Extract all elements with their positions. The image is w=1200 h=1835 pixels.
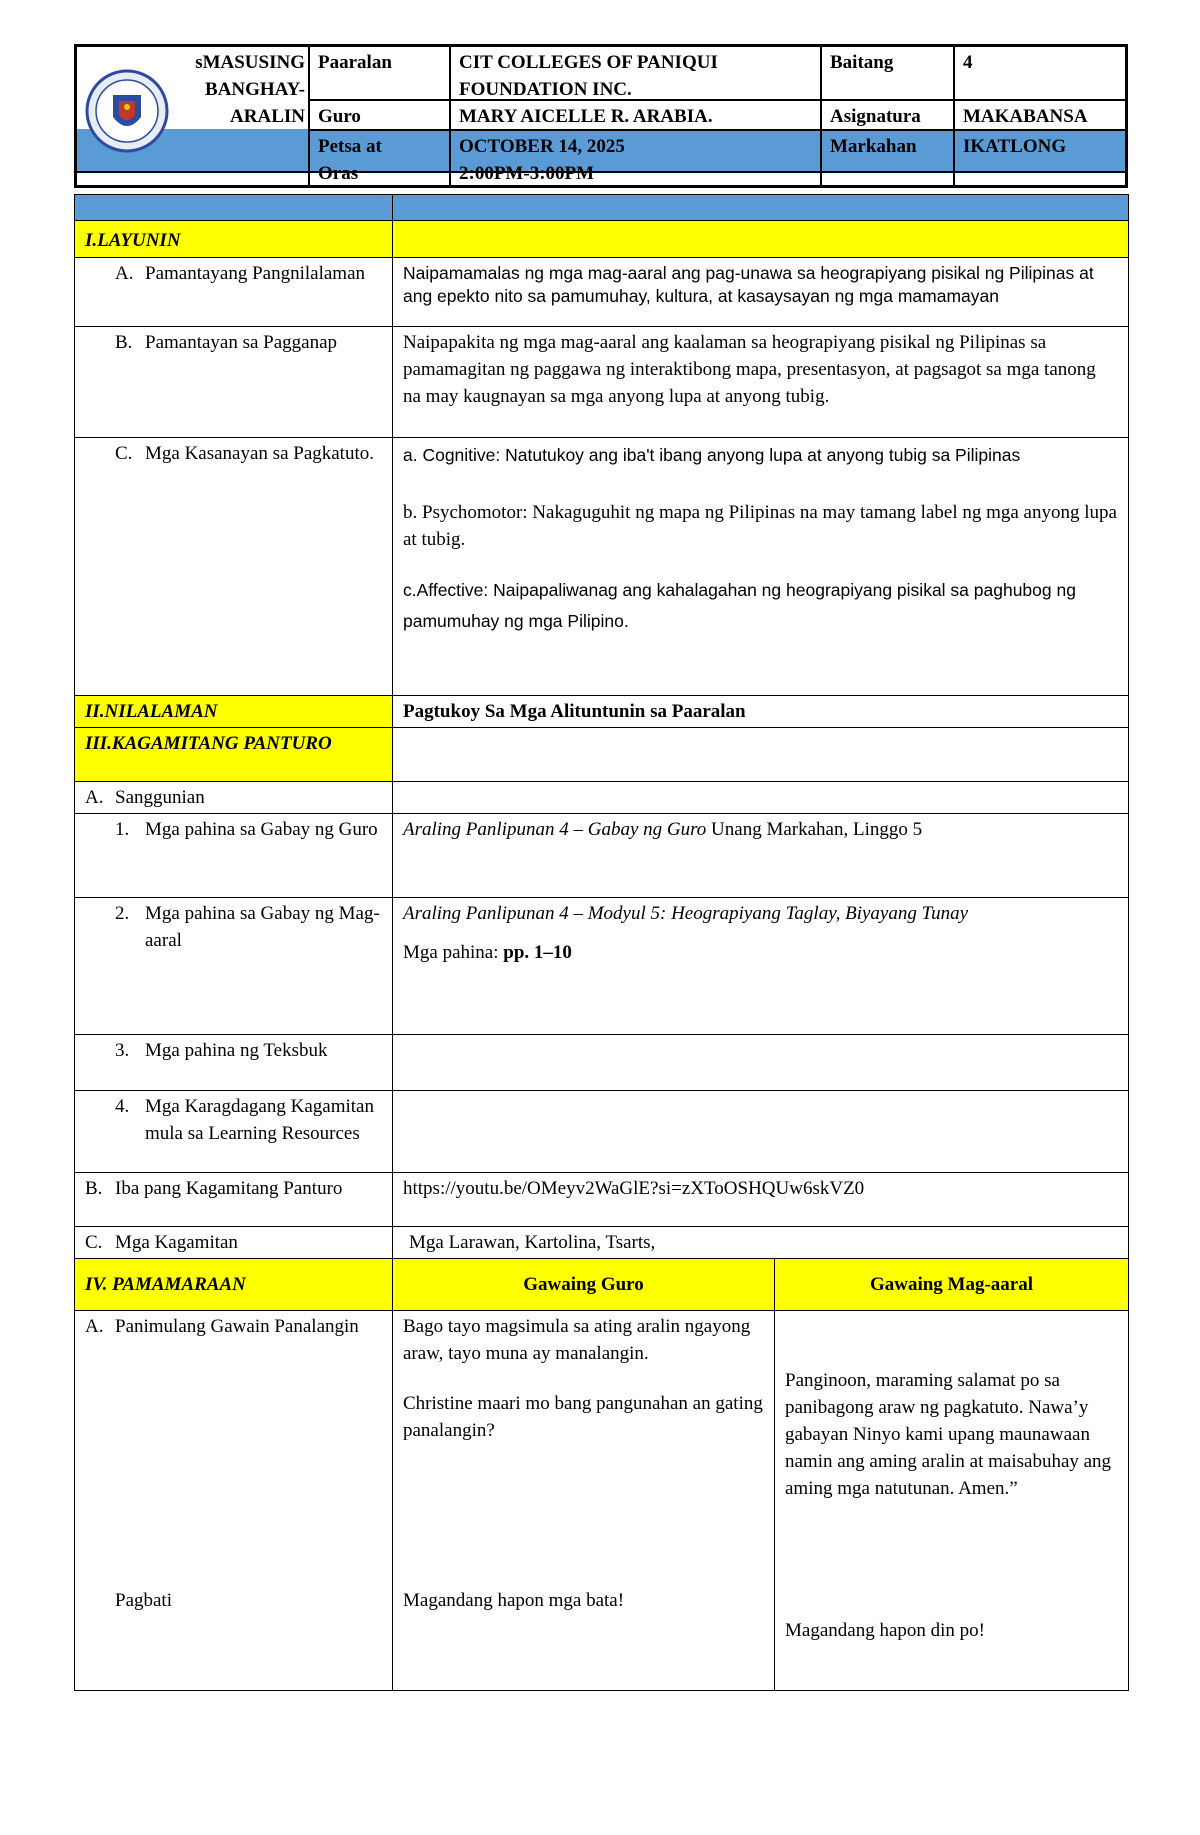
guro-greeting: Magandang hapon mga bata! bbox=[403, 1590, 625, 1611]
layunin-a-row: A. Pamantayang Pangnilalaman Naipamamalas ng mga mag-aaral ang pag-unawa sa heograpiyang pisikal ng Pilipinas at ang epekto nito sa pamumuhay, kultura, at kasaysayan ng mga mamamayan bbox=[75, 258, 1129, 327]
doc-title: sMASUSING BANGHAY- ARALIN bbox=[195, 52, 305, 127]
lesson-table bbox=[74, 194, 1129, 1691]
teacher-label: Guro bbox=[318, 106, 361, 127]
kagamitan-row bbox=[75, 728, 1129, 782]
subject-label: Asignatura bbox=[830, 106, 921, 127]
kagamitan-title: III.KAGAMITANG PANTURO bbox=[75, 728, 393, 782]
guro-prayer-intro: Bago tayo magsimula sa ating aralin ngayong araw, tayo muna ay manalangin. bbox=[403, 1316, 751, 1364]
sanggunian-row: A. Sanggunian bbox=[75, 782, 1129, 814]
pagbati-label: Pagbati bbox=[115, 1590, 172, 1611]
cognitive-objective: a. Cognitive: Natutukoy ang iba't ibang anyong lupa at anyong tubig sa Pilipinas bbox=[403, 445, 1021, 465]
deped-seal-icon bbox=[85, 55, 169, 167]
pamantayan-sa-pagganap-text: Naipapakita ng mga mag-aaral ang kaalaman sa heograpiyang pisikal ng Pilipinas sa pamamagitan ng paggawa ng interaktibong mapa, presentasyon, at pagsagot sa mga tanong na may kaugnayan sa mga anyong lupa at anyong tubig. bbox=[393, 327, 1129, 438]
pamamaraan-title: IV. PAMAMARAAN bbox=[75, 1259, 393, 1311]
nilalaman-row bbox=[75, 696, 1129, 728]
grade-label: Baitang bbox=[830, 52, 894, 73]
learning-resources-row: 4. Mga Karagdagang Kagamitan mula sa Learning Resources bbox=[75, 1091, 1129, 1173]
layunin-b-row: B. Pamantayan sa Pagganap Naipapakita ng mga mag-aaral ang kaalaman sa heograpiyang pisikal ng Pilipinas sa pamamagitan ng paggawa ng interaktibong mapa, presentasyon, at pagsagot sa mga tanong na may kaugnayan sa mga anyong lupa at anyong tubig. bbox=[75, 327, 1129, 438]
gawaing-magaaral-header: Gawaing Mag-aaral bbox=[775, 1259, 1129, 1311]
iba-pang-kagamitan-label: Iba pang Kagamitang Panturo bbox=[115, 1178, 343, 1199]
layunin-c-row: C. Mga Kasanayan sa Pagkatuto. a. Cognitive: Natutukoy ang iba't ibang anyong lupa at anyong tubig sa Pilipinas b. Psychomotor: Nakaguguhit ng mapa ng Pilipinas na may tamang label ng mga anyong lupa at tubig. c.Affective: Naipapaliwanag ang kahalagahan ng heograpiyang pisikal sa paghubog ng pamumuhay ng mga Pilipino. bbox=[75, 438, 1129, 696]
gabay-guro-row: 1. Mga pahina sa Gabay ng Guro Araling Panlipunan 4 – Gabay ng Guro Unang Markahan, Linggo 5 bbox=[75, 814, 1129, 898]
teacher-value: MARY AICELLE R. ARABIA. bbox=[459, 106, 713, 127]
mga-kagamitan-value: Mga Larawan, Kartolina, Tsarts, bbox=[393, 1227, 1129, 1259]
school-value: CIT COLLEGES OF PANIQUI FOUNDATION INC. bbox=[459, 52, 718, 100]
modyul-pages: Mga pahina: pp. 1–10 bbox=[403, 942, 572, 963]
layunin-title: I.LAYUNIN bbox=[75, 221, 393, 258]
iba-pang-kagamitan-row: B. Iba pang Kagamitang Panturo https://youtu.be/OMeyv2WaGlE?si=zXToOSHQUw6skVZ0 bbox=[75, 1173, 1129, 1227]
blue-spacer-row bbox=[75, 195, 1129, 221]
student-prayer: Panginoon, maraming salamat po sa panibagong araw ng pagkatuto. Nawa’y gabayan Ninyo kami upang maunawaan namin ang aming aralin at maisabuhay ang aming mga natutunan. Amen.” bbox=[785, 1370, 1112, 1499]
gabay-magaaral-row: 2. Mga pahina sa Gabay ng Mag-aaral Araling Panlipunan 4 – Modyul 5: Heograpiyang Taglay, Biyayang Tunay Mga pahina: pp. 1–10 bbox=[75, 898, 1129, 1035]
student-greeting: Magandang hapon din po! bbox=[785, 1620, 985, 1641]
teksbuk-label: Mga pahina ng Teksbuk bbox=[145, 1040, 328, 1061]
header-table bbox=[74, 44, 1128, 188]
gabay-guro-value: Araling Panlipunan 4 – Gabay ng Guro Unang Markahan, Linggo 5 bbox=[393, 814, 1129, 898]
gabay-guro-label: Mga pahina sa Gabay ng Guro bbox=[145, 819, 378, 840]
quarter-value: IKATLONG bbox=[963, 136, 1067, 157]
pamantayang-pangnilalaman-label: Pamantayang Pangnilalaman bbox=[145, 263, 366, 284]
mga-kasanayan-label: Mga Kasanayan sa Pagkatuto. bbox=[145, 443, 374, 464]
pamamaraan-header-row bbox=[75, 1259, 1129, 1311]
subject-value: MAKABANSA bbox=[963, 106, 1088, 127]
guro-prayer-request: Christine maari mo bang pangunahan an gating panalangin? bbox=[403, 1393, 763, 1441]
psychomotor-objective: b. Psychomotor: Nakaguguhit ng mapa ng Pilipinas na may tamang label ng mga anyong lupa at tubig. bbox=[403, 502, 1117, 550]
youtube-link[interactable]: https://youtu.be/OMeyv2WaGlE?si=zXToOSHQUw6skVZ0 bbox=[393, 1173, 1129, 1227]
teksbuk-row: 3. Mga pahina ng Teksbuk bbox=[75, 1035, 1129, 1091]
nilalaman-value: Pagtukoy Sa Mga Alituntunin sa Paaralan bbox=[393, 696, 1129, 728]
mga-kagamitan-row: C. Mga Kagamitan Mga Larawan, Kartolina, Tsarts, bbox=[75, 1227, 1129, 1259]
affective-objective: c.Affective: Naipapaliwanag ang kahalagahan ng heograpiyang pisikal sa paghubog ng pamumuhay ng mga Pilipino. bbox=[403, 580, 1076, 631]
quarter-label: Markahan bbox=[830, 136, 917, 157]
date-value: OCTOBER 14, 2025 2:00PM-3:00PM bbox=[459, 136, 625, 184]
grade-value: 4 bbox=[963, 52, 973, 73]
layunin-row bbox=[75, 221, 1129, 258]
nilalaman-title: II.NILALAMAN bbox=[75, 696, 393, 728]
panimulang-gawain-label: Panimulang Gawain Panalangin bbox=[115, 1316, 359, 1337]
pamantayang-pangnilalaman-text: Naipamamalas ng mga mag-aaral ang pag-unawa sa heograpiyang pisikal ng Pilipinas at ang epekto nito sa pamumuhay, kultura, at kasaysayan ng mga mamamayan bbox=[393, 258, 1129, 327]
date-label: Petsa at Oras bbox=[318, 136, 382, 184]
sanggunian-label: Sanggunian bbox=[115, 787, 205, 808]
gabay-magaaral-label: Mga pahina sa Gabay ng Mag-aaral bbox=[145, 903, 380, 951]
modyul-title: Araling Panlipunan 4 – Modyul 5: Heograpiyang Taglay, Biyayang Tunay bbox=[403, 903, 969, 924]
lesson-plan-page bbox=[74, 44, 1128, 1691]
gawaing-guro-header: Gawaing Guro bbox=[393, 1259, 775, 1311]
mga-kagamitan-label: Mga Kagamitan bbox=[115, 1232, 238, 1253]
school-label: Paaralan bbox=[318, 52, 392, 73]
panimulang-gawain-row: A. Panimulang Gawain Panalangin Pagbati Bago tayo magsimula sa ating aralin ngayong araw, tayo muna ay manalangin. Christine maari mo bang pangunahan an gating panalangin? Magandang hapon mga bata! Panginoon, maraming salamat po sa panibagong araw ng pagkatuto. Nawa’y gabayan Ninyo kami upang maunawaan namin ang aming aralin at maisabuhay ang aming mga natutunan. Amen.” Magandang hapon din po! bbox=[75, 1311, 1129, 1691]
pamantayan-sa-pagganap-label: Pamantayan sa Pagganap bbox=[145, 332, 338, 353]
learning-resources-label: Mga Karagdagang Kagamitan mula sa Learning Resources bbox=[145, 1096, 374, 1144]
